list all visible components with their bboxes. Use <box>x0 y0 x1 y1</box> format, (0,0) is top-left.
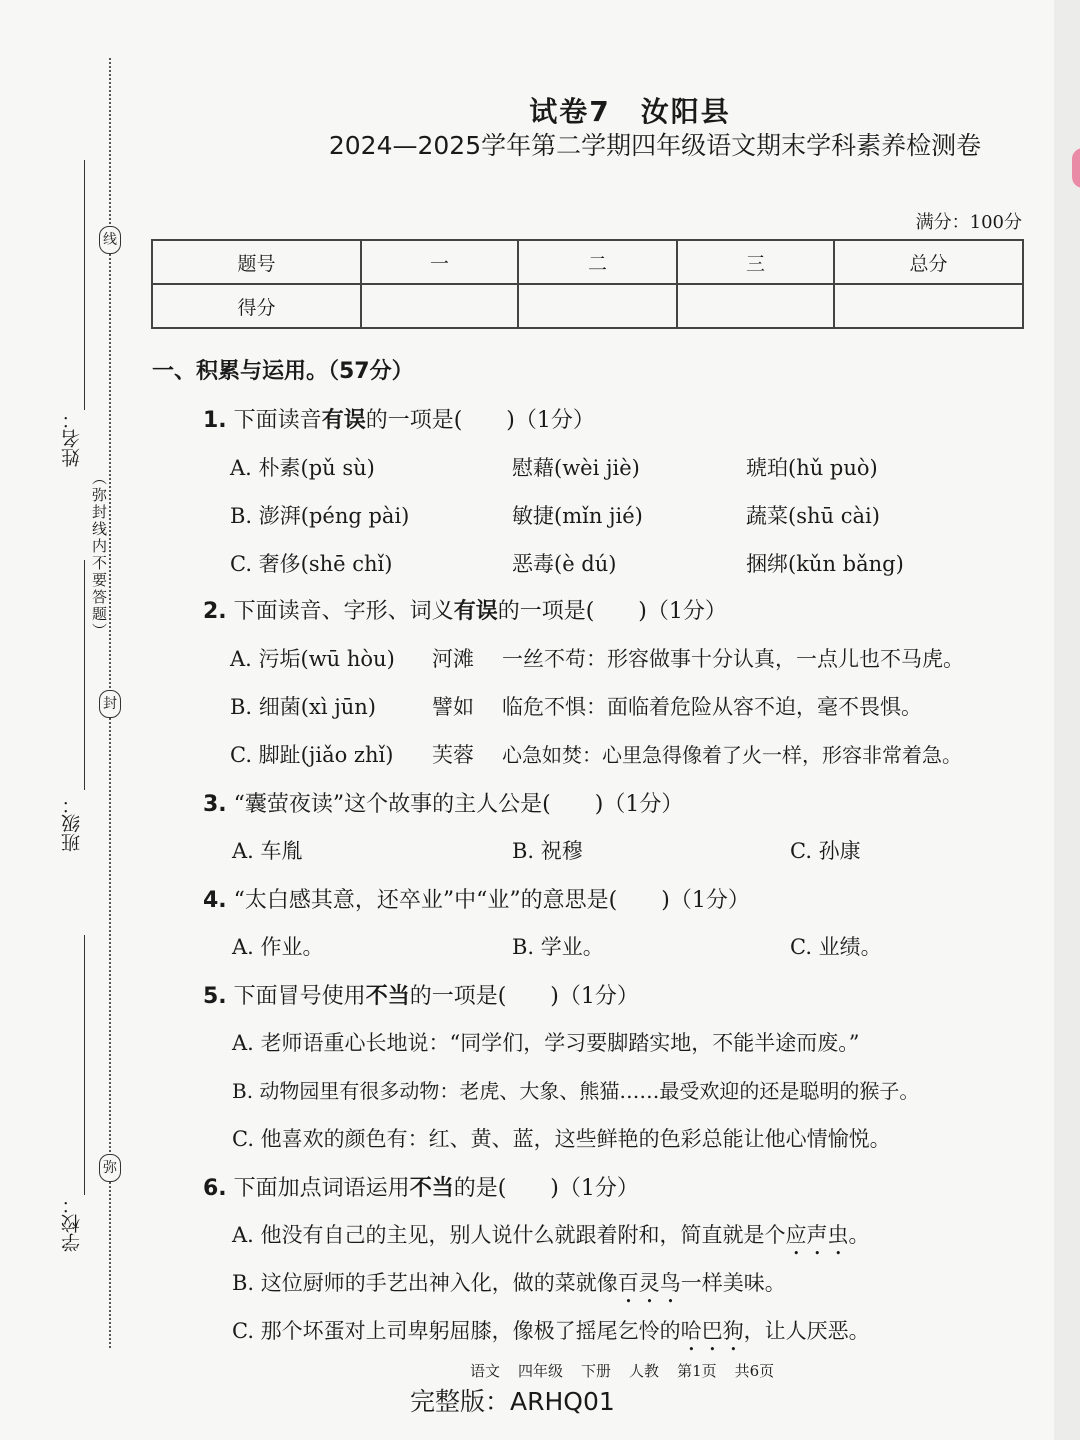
dotted-word: 哈巴狗 <box>680 1319 744 1343</box>
q1-option: 慰藉(wèi jiè) <box>512 456 640 480</box>
q1-option: C. 奢侈(shē chǐ) <box>230 552 393 576</box>
score-cell[interactable] <box>677 284 834 328</box>
q2-option: 一丝不苟：形容做事十分认真，一点儿也不马虎。 <box>502 647 964 671</box>
score-cell[interactable] <box>518 284 677 328</box>
score-header: 总分 <box>834 240 1023 284</box>
question-3: 3. “囊萤夜读”这个故事的主人公是( )（1分） <box>203 792 684 817</box>
score-header: 一 <box>361 240 518 284</box>
q2-option: A. 污垢(wū hòu) <box>230 647 395 671</box>
q6-option: B. 这位厨师的手艺出神入化，做的菜就像百灵鸟一样美味。 <box>232 1271 786 1295</box>
score-cell[interactable] <box>361 284 518 328</box>
q4-option: A. 作业。 <box>232 935 324 959</box>
seal-mark-xian: 线 <box>99 226 121 254</box>
dotted-word: 应声虫 <box>785 1223 849 1247</box>
page-edge <box>1054 0 1080 1440</box>
q2-option: B. 细菌(xì jūn) <box>230 695 376 719</box>
q3-option: B. 祝穆 <box>512 839 583 863</box>
q2-option: 芙蓉 <box>432 743 474 767</box>
q5-option: B. 动物园里有很多动物：老虎、大象、熊猫……最受欢迎的还是聪明的猴子。 <box>232 1079 920 1103</box>
q1-option: B. 澎湃(péng pài) <box>230 504 410 528</box>
full-score: 满分：100分 <box>915 212 1022 233</box>
question-1: 1. 下面读音有误的一项是( )（1分） <box>203 407 595 433</box>
page-footer: 语文 四年级 下册 人教 第1页 共6页 <box>470 1362 775 1380</box>
q2-option: C. 脚趾(jiǎo zhǐ) <box>230 743 394 767</box>
question-5: 5. 下面冒号使用不当的一项是( )（1分） <box>203 983 639 1009</box>
q4-option: C. 业绩。 <box>790 935 882 959</box>
q4-option: B. 学业。 <box>512 935 604 959</box>
school-label: 学校： <box>61 1195 83 1252</box>
q2-option: 河滩 <box>432 647 474 671</box>
score-cell[interactable] <box>834 284 1023 328</box>
seal-note: （弥封线内不要答题） <box>90 470 108 640</box>
q1-option: 敏捷(mǐn jié) <box>512 504 643 528</box>
seal-mark-mi: 弥 <box>99 1154 121 1182</box>
score-header: 三 <box>677 240 834 284</box>
score-header: 题号 <box>152 240 361 284</box>
section-heading: 一、积累与运用。（57分） <box>152 359 414 384</box>
q2-option: 心急如焚：心里急得像着了火一样，形容非常着急。 <box>502 743 962 767</box>
q5-option: A. 老师语重心长地说：“同学们，学习要脚踏实地，不能半途而废。” <box>232 1031 860 1055</box>
q3-option: C. 孙康 <box>790 839 861 863</box>
q1-option: 捆绑(kǔn bǎng) <box>746 552 904 576</box>
bottom-code: 完整版：ARHQ01 <box>410 1387 615 1416</box>
q6-option: A. 他没有自己的主见，别人说什么就跟着附和，简直就是个应声虫。 <box>232 1223 870 1247</box>
seal-mark-feng: 封 <box>99 690 121 718</box>
q2-option: 譬如 <box>432 695 474 719</box>
q3-option: A. 车胤 <box>232 839 303 863</box>
score-row-label: 得分 <box>152 284 361 328</box>
dotted-word: 百灵鸟 <box>617 1271 681 1295</box>
question-2: 2. 下面读音、字形、词义有误的一项是( )（1分） <box>203 598 727 624</box>
name-label: 姓名： <box>61 410 83 467</box>
question-6: 6. 下面加点词语运用不当的是( )（1分） <box>203 1175 639 1201</box>
q2-option: 临危不惧：面临着危险从容不迫，毫不畏惧。 <box>502 695 922 719</box>
score-header: 二 <box>518 240 677 284</box>
name-line <box>84 160 85 410</box>
exam-title: 试卷7 汝阳县 <box>529 95 731 128</box>
score-table <box>151 239 1024 329</box>
q1-option: 琥珀(hǔ può) <box>746 456 878 480</box>
q5-option: C. 他喜欢的颜色有：红、黄、蓝，这些鲜艳的色彩总能让他心情愉悦。 <box>232 1127 891 1151</box>
q1-option: 蔬菜(shū cài) <box>746 504 880 528</box>
class-line <box>84 560 85 790</box>
q1-option: A. 朴素(pǔ sù) <box>230 456 375 480</box>
question-4: 4. “太白感其意，还卒业”中“业”的意思是( )（1分） <box>203 888 750 913</box>
school-line <box>84 935 85 1195</box>
class-label: 班级： <box>61 795 83 852</box>
exam-subtitle: 2024—2025学年第二学期四年级语文期末学科素养检测卷 <box>328 131 982 160</box>
q6-option: C. 那个坏蛋对上司卑躬屈膝，像极了摇尾乞怜的哈巴狗，让人厌恶。 <box>232 1319 870 1343</box>
q1-option: 恶毒(è dú) <box>512 552 617 576</box>
